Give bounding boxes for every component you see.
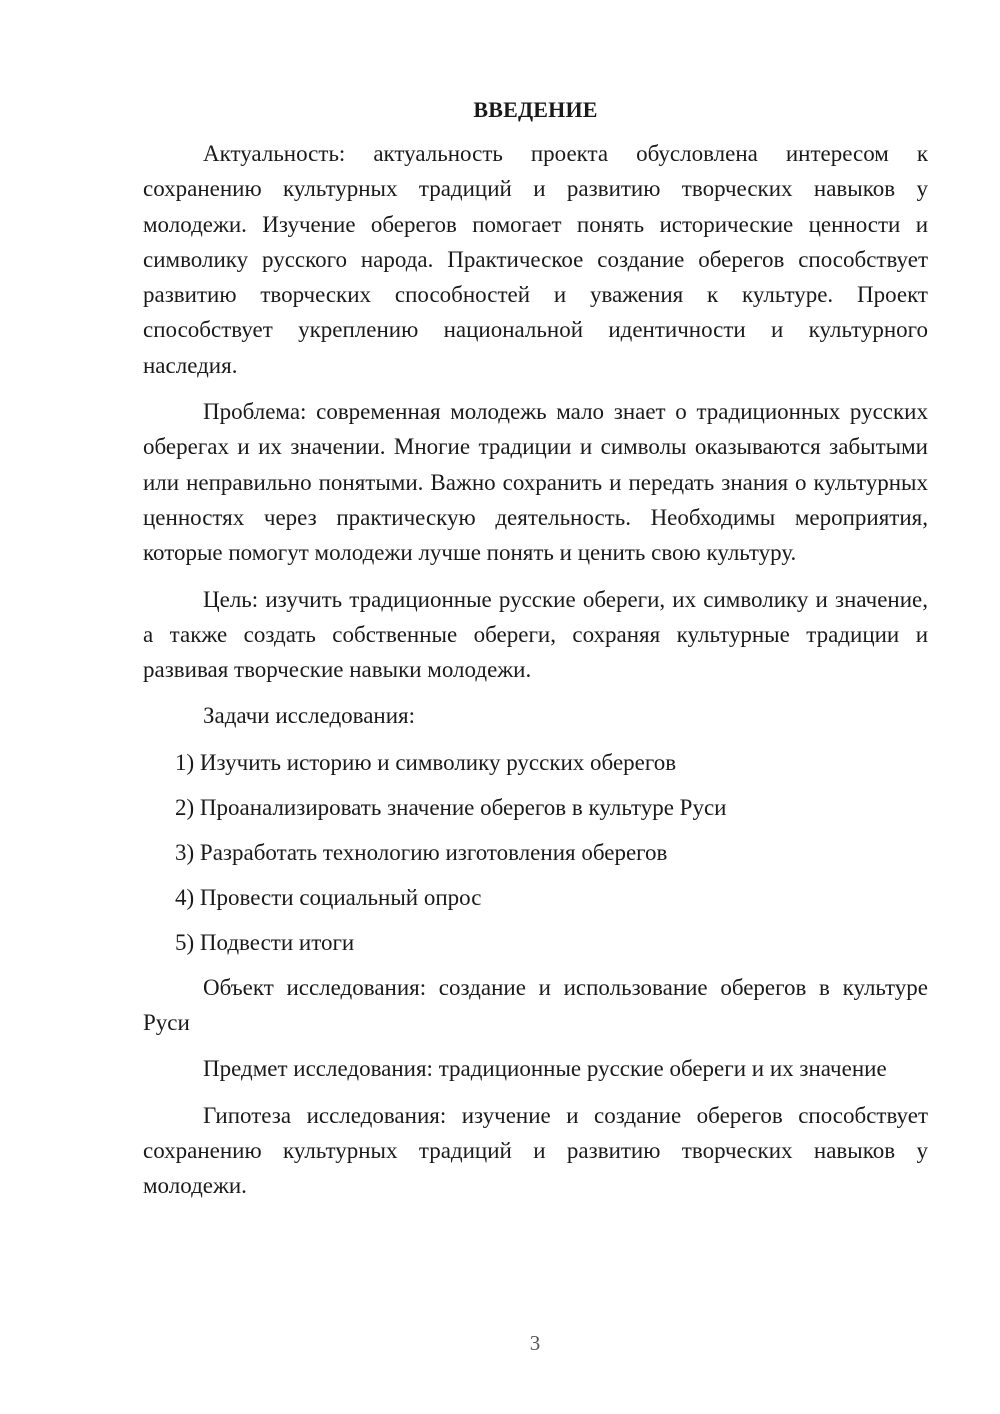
paragraph-subject: Предмет исследования: традиционные русские обереги и их значение	[203, 1056, 887, 1082]
page-content	[143, 92, 928, 1215]
task-item: 1) Изучить историю и символику русских оберегов	[175, 749, 677, 775]
paragraph-object: Объект исследования: создание и использование оберегов в культуре Руси	[143, 974, 928, 1036]
tasks-heading: Задачи исследования:	[203, 703, 416, 729]
paragraph-goal: Цель: изучить традиционные русские обереги, их символику и значение, а также создать собственные обереги, сохраняя культурные традиции и развивая творческие навыки молодежи.	[143, 586, 928, 683]
paragraph-relevance: Актуальность: актуальность проекта обусловлена интересом к сохранению культурных традиций и развитию творческих навыков у молодежи. Изучение оберегов помогает понять исторические ценности и символику русского народа. Практическое создание оберегов способствует развитию творческих способностей и уважения к культуре. Проект способствует укреплению национальной идентичности и культурного наследия.	[143, 141, 928, 378]
section-title: ВВЕДЕНИЕ	[473, 97, 598, 122]
paragraph-problem: Проблема: современная молодежь мало знает о традиционных русских оберегах и их значении. Многие традиции и символы оказываются забытыми или неправильно понятыми. Важно сохранить и передать знания о культурных ценностях через практическую деятельность. Необходимы мероприятия, которые помогут молодежи лучше понять и ценить свою культуру.	[143, 399, 928, 566]
tasks-list	[143, 745, 928, 960]
page-number: 3	[529, 1331, 541, 1355]
task-item: 3) Разработать технологию изготовления оберегов	[175, 839, 668, 865]
task-item: 4) Провести социальный опрос	[175, 884, 482, 910]
task-item: 5) Подвести итоги	[175, 929, 355, 955]
task-item: 2) Проанализировать значение оберегов в культуре Руси	[175, 794, 727, 820]
paragraph-hypothesis: Гипотеза исследования: изучение и создание оберегов способствует сохранению культурных традиций и развитию творческих навыков у молодежи.	[143, 1102, 928, 1199]
